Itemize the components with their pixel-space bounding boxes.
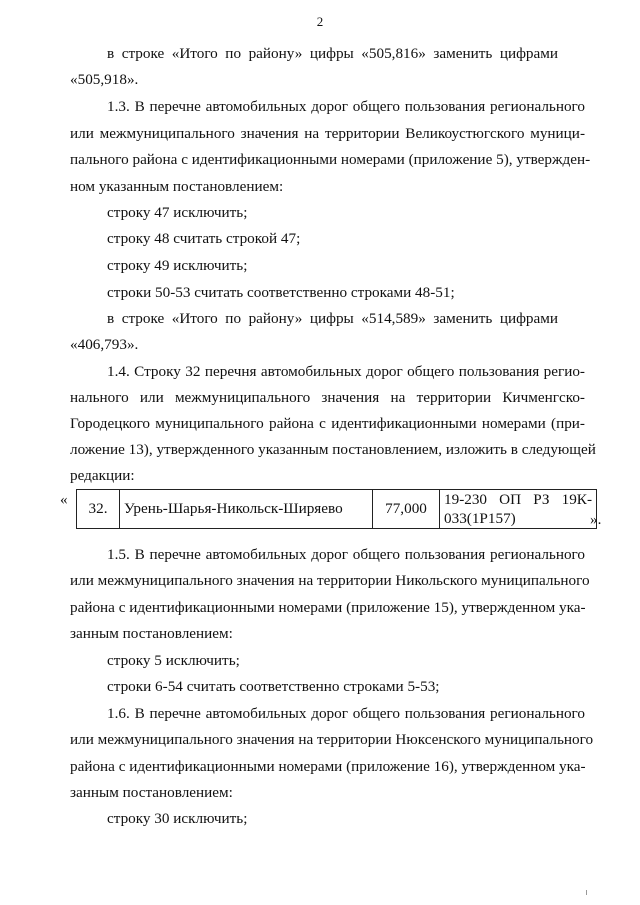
open-quote: « [60, 491, 68, 508]
text-line: «406,793». [70, 336, 139, 353]
road-table [76, 489, 597, 529]
text-line: строку 47 исключить; [107, 204, 248, 221]
road-id-line-2: 033(1Р157) [444, 510, 516, 527]
paragraph-1-6-line: 1.6. В перечне автомобильных дорог общего пользования регионального [107, 705, 585, 722]
text-line: редакции: [70, 467, 135, 484]
text-line: нального или межмуниципального значения на территории Кичменгско- [70, 389, 585, 406]
road-length-cell: 77,000 [373, 490, 440, 529]
road-name-cell: Урень-Шарья-Никольск-Ширяево [120, 490, 373, 529]
text-line: ном указанным постановлением: [70, 178, 284, 195]
text-line: строку 5 исключить; [107, 652, 240, 669]
text-line: строки 6-54 считать соответственно строками 5-53; [107, 678, 440, 695]
road-table-row [60, 487, 620, 535]
close-quote: ». [590, 511, 602, 528]
paragraph-1-4-line: 1.4. Строку 32 перечня автомобильных дорог общего пользования регио- [107, 363, 585, 380]
text-line: занным постановлением: [70, 625, 233, 642]
text-line: строку 30 исключить; [107, 810, 248, 827]
road-id-line-1: 19-230 ОП РЗ 19К- [444, 491, 592, 508]
paragraph-1-3-line: 1.3. В перечне автомобильных дорог общего пользования регионального [107, 98, 585, 115]
text-line: ложение 13), утвержденного указанным постановлением, изложить в следующей [70, 441, 596, 458]
text-line: в строке «Итого по району» цифры «505,816» заменить цифрами [107, 45, 558, 62]
text-line: или межмуниципального значения на территории Великоустюгского муници- [70, 125, 585, 142]
text-line: в строке «Итого по району» цифры «514,589» заменить цифрами [107, 310, 558, 327]
text-line: района с идентификационными номерами (приложение 16), утвержденном ука- [70, 758, 586, 775]
text-line: или межмуниципального значения на территории Нюксенского муниципального [70, 731, 594, 748]
scan-mark [586, 890, 587, 895]
text-line: строки 50-53 считать соответственно строками 48-51; [107, 284, 455, 301]
road-id-cell [440, 490, 597, 529]
text-line: Городецкого муниципального района с идентификационными номерами (при- [70, 415, 585, 432]
text-line: района с идентификационными номерами (приложение 15), утвержденном ука- [70, 599, 586, 616]
page-number: 2 [316, 14, 324, 29]
road-number-cell: 32. [77, 490, 120, 529]
table-row [77, 490, 597, 529]
text-line: или межмуниципального значения на территории Никольского муниципального [70, 572, 590, 589]
text-line: занным постановлением: [70, 784, 233, 801]
paragraph-1-5-line: 1.5. В перечне автомобильных дорог общего пользования регионального [107, 546, 585, 563]
text-line: пального района с идентификационными номерами (приложение 5), утвержден- [70, 151, 591, 168]
text-line: «505,918». [70, 71, 139, 88]
text-line: строку 49 исключить; [107, 257, 248, 274]
text-line: строку 48 считать строкой 47; [107, 230, 301, 247]
